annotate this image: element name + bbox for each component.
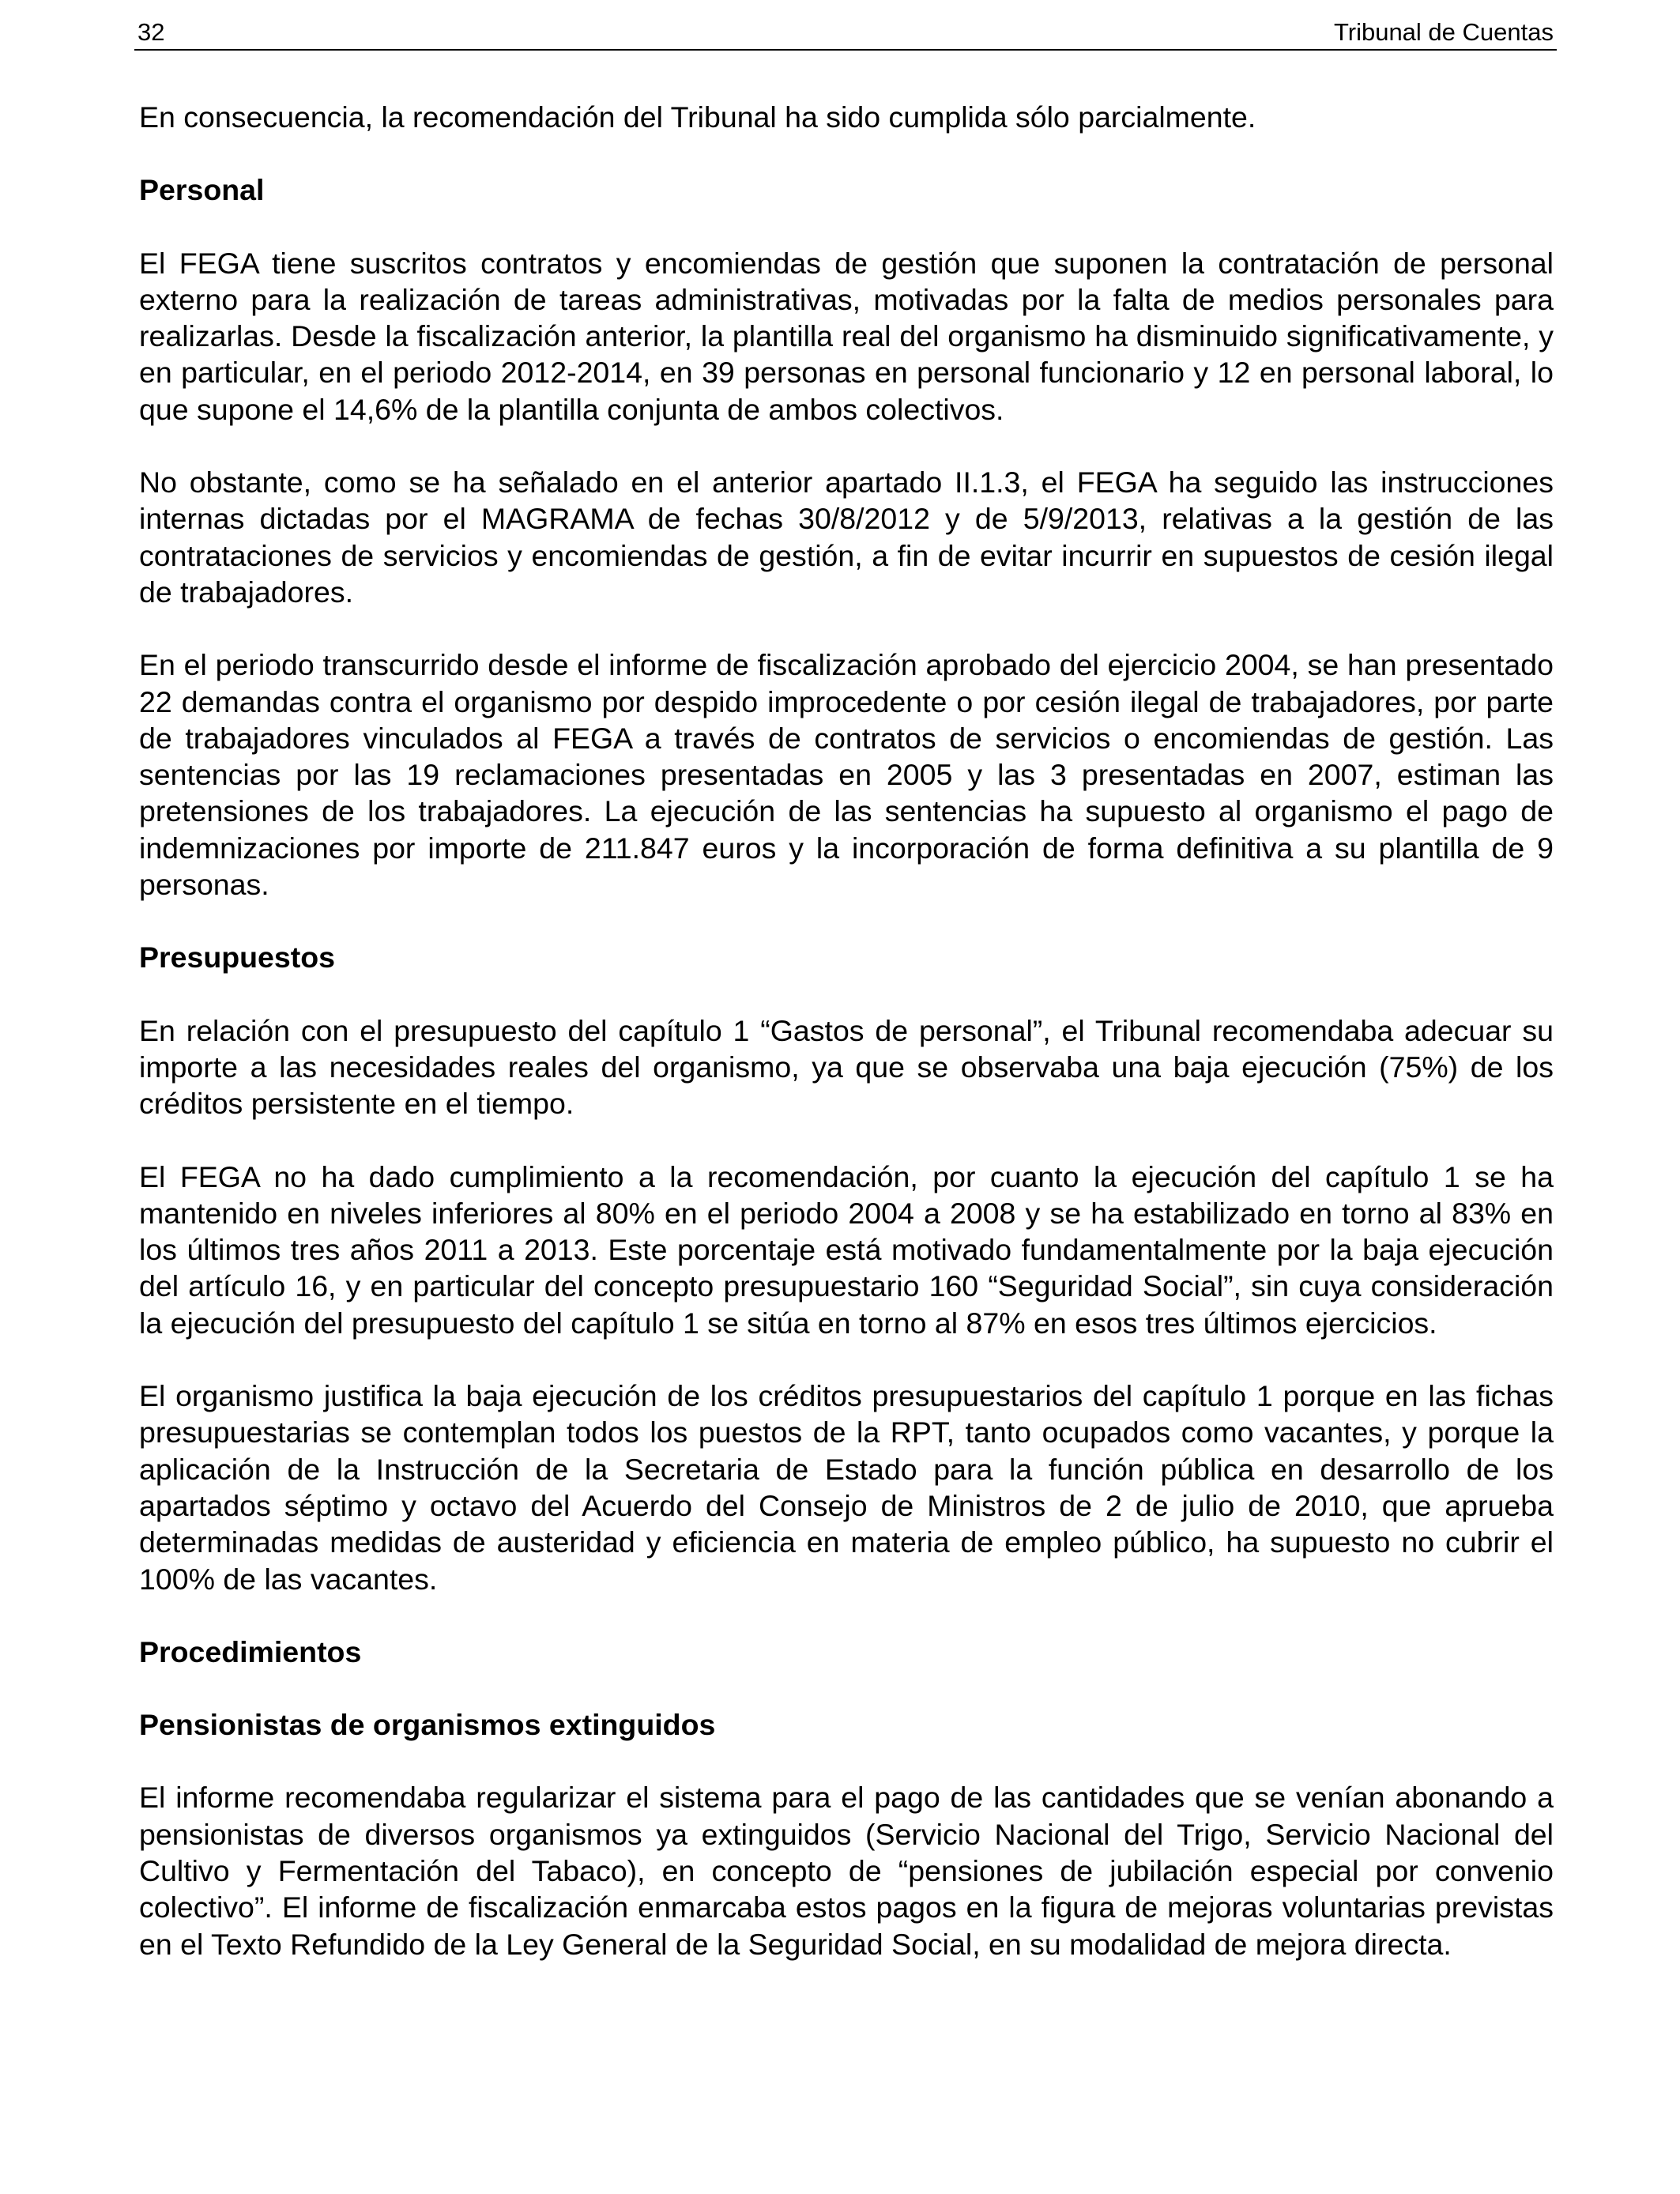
paragraph-conclusion: En consecuencia, la recomendación del Tribunal ha sido cumplida sólo parcialmente. (139, 100, 1256, 134)
section-heading-personal: Personal (139, 173, 265, 207)
paragraph-presupuestos-2: El FEGA no ha dado cumplimiento a la recomendación, por cuanto la ejecución del capítulo 1 se ha mantenido en niveles inferiores al 80% en el periodo 2004 a 2008 y se ha estabilizado en torno al 83% en los últimos tres años 2011 a 2013. Este porcentaje está motivado fundamentalmente por la baja ejecución del artículo 16, y en particular del concepto presupuestario 160 “Seguridad Social”, sin cuya consideración la ejecución del presupuesto del capítulo 1 se sitúa en torno al 87% en esos tres últimos ejercicios. (139, 1159, 1554, 1340)
subsection-heading-pensionistas: Pensionistas de organismos extinguidos (139, 1708, 716, 1742)
paragraph-presupuestos-3: El organismo justifica la baja ejecución de los créditos presupuestarios del capítulo 1 porque en las fichas presupuestarias se contemplan todos los puestos de la RPT, tanto ocupados como vacantes, y porque la aplicación de la Instrucción de la Secretaria de Estado para la función pública en desarrollo de los apartados séptimo y octavo del Acuerdo del Consejo de Ministros de 2 de julio de 2010, que aprueba determinadas medidas de austeridad y eficiencia en materia de empleo público, ha supuesto no cubrir el 100% de las vacantes. (139, 1379, 1554, 1596)
paragraph-pensionistas-1: El informe recomendaba regularizar el sistema para el pago de las cantidades que se venían abonando a pensionistas de diversos organismos ya extinguidos (Servicio Nacional del Trigo, Servicio Nacional del Cultivo y Fermentación del Tabaco), en concepto de “pensiones de jubilación especial por convenio colectivo”. El informe de fiscalización enmarcaba estos pagos en la figura de mejoras voluntarias previstas en el Texto Refundido de la Ley General de la Seguridad Social, en su modalidad de mejora directa. (139, 1781, 1554, 1961)
document-body (139, 99, 1554, 1999)
paragraph-personal-1: El FEGA tiene suscritos contratos y encomiendas de gestión que suponen la contratación de personal externo para la realización de tareas administrativas, motivadas por la falta de medios personales para realizarlas. Desde la fiscalización anterior, la plantilla real del organismo ha disminuido significativamente, y en particular, en el periodo 2012-2014, en 39 personas en personal funcionario y 12 en personal laboral, lo que supone el 14,6% de la plantilla conjunta de ambos colectivos. (139, 246, 1554, 426)
section-heading-procedimientos: Procedimientos (139, 1634, 362, 1668)
paragraph-personal-3: En el periodo transcurrido desde el informe de fiscalización aprobado del ejercicio 2004, se han presentado 22 demandas contra el organismo por despido improcedente o por cesión ilegal de trabajadores, por parte de trabajadores vinculados al FEGA a través de contratos de servicios o encomiendas de gestión. Las sentencias por las 19 reclamaciones presentadas en 2005 y las 3 presentadas en 2007, estiman las pretensiones de los trabajadores. La ejecución de las sentencias ha supuesto al organismo el pago de indemnizaciones por importe de 211.847 euros y la incorporación de forma definitiva a su plantilla de 9 personas. (139, 648, 1554, 902)
running-title: Tribunal de Cuentas (1333, 18, 1554, 46)
section-heading-presupuestos: Presupuestos (139, 941, 335, 974)
paragraph-presupuestos-1: En relación con el presupuesto del capítulo 1 “Gastos de personal”, el Tribunal recomendaba adecuar su importe a las necesidades reales del organismo, ya que se observaba una baja ejecución (75%) de los créditos persistente en el tiempo. (139, 1013, 1554, 1121)
page-number: 32 (137, 18, 165, 46)
paragraph-personal-2: No obstante, como se ha señalado en el anterior apartado II.1.3, el FEGA ha seguido las instrucciones internas dictadas por el MAGRAMA de fechas 30/8/2012 y de 5/9/2013, relativas a la gestión de las contrataciones de servicios y encomiendas de gestión, a fin de evitar incurrir en supuestos de cesión ilegal de trabajadores. (139, 466, 1554, 609)
page-header (134, 16, 1557, 51)
